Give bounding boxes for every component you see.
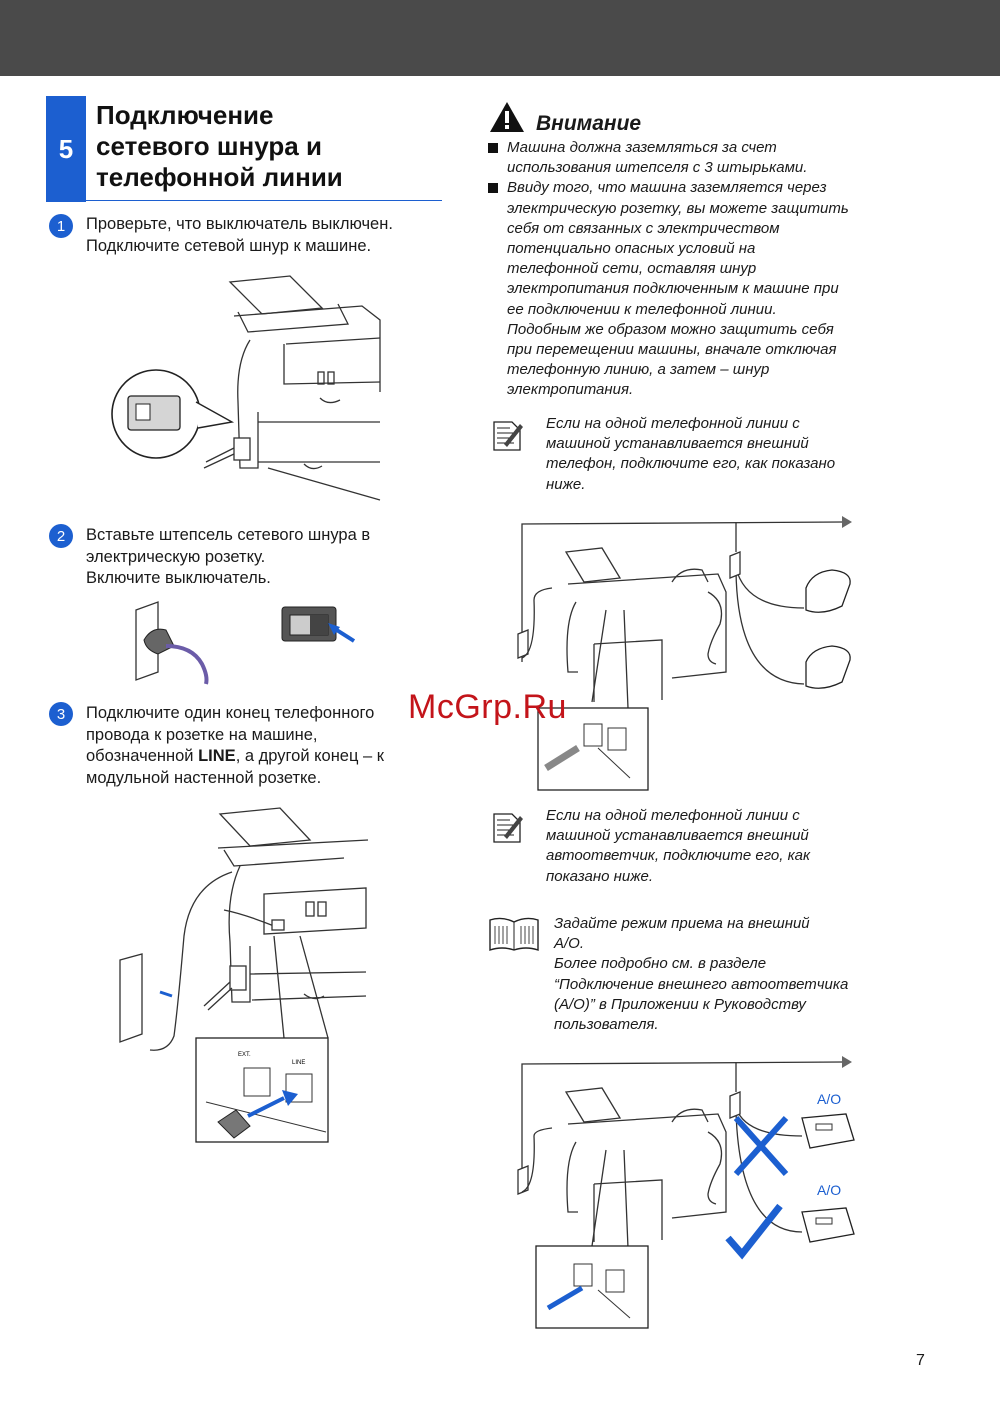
step-2-number: 2: [49, 524, 73, 548]
manual-book-icon: [488, 916, 540, 952]
phone-line-figure: [114, 806, 374, 1144]
answering-machine-figure: [512, 1052, 858, 1334]
caution-header: [488, 98, 641, 136]
note-pencil-icon: [492, 810, 524, 844]
caution-title: Внимание: [536, 112, 642, 135]
note-answering-machine: Если на одной телефонной линии с машиной устанавливается внешний автоответчик, подключите его, как показано ниже.: [492, 806, 810, 887]
ext-label: EXT.: [238, 1052, 251, 1058]
ao-label-top: А/О: [817, 1091, 842, 1107]
step-1-text: Проверьте, что выключатель выключен. Подключите сетевой шнур к машине.: [86, 215, 393, 255]
section-rule: [86, 200, 442, 201]
watermark: McGrp.Ru: [408, 688, 567, 726]
note-external-phone: Если на одной телефонной линии с машиной устанавливается внешний телефон, подключите его, как показано ниже.: [492, 414, 835, 495]
page-number: 7: [916, 1352, 925, 1369]
section-number: 5: [46, 96, 86, 202]
caution-bullet: Ввиду того, что машина заземляется через электрическую розетку, вы можете защитить себя от связанных с электричеством потенциально опасных условий на телефонной сети, оставляя шнур электропитания подключенным к машине при ее подключении к телефонной линии. Подобным же образом можно защитить себя при перемещении машины, вначале отключая телефонную линию, а затем – шнур электропитания.: [488, 178, 888, 400]
line-label: LINE: [292, 1060, 306, 1066]
power-switch-figure: [108, 272, 384, 504]
warning-icon: [488, 100, 526, 134]
external-phone-figure: [512, 512, 858, 794]
plug-socket-figure: [130, 600, 220, 686]
top-bar: [0, 0, 1000, 76]
step-1-number: 1: [49, 214, 73, 238]
switch-on-figure: [280, 605, 360, 647]
step-2-text: Вставьте штепсель сетевого шнура в электрическую розетку. Включите выключатель.: [86, 526, 371, 587]
caution-bullet: Машина должна заземляться за счет использования штепселя с 3 штырьками.: [488, 138, 888, 178]
step-3-number: 3: [49, 702, 73, 726]
note-manual-reference: Задайте режим приема на внешний А/О. Более подробно см. в разделе “Подключение внешнего автоответчика (А/О)” в Приложении к Руководству пользователя.: [488, 914, 848, 1035]
caution-bullets: [488, 138, 888, 401]
section-title: Подключение сетевого шнура и телефонной линии: [96, 100, 343, 192]
step-3-text: Подключите один конец телефонного провода к розетке на машине, обозначенной LINE, а другой конец – к модульной настенной розетке.: [86, 704, 385, 787]
ao-label-bottom: А/О: [817, 1182, 842, 1198]
note-pencil-icon: [492, 418, 524, 452]
